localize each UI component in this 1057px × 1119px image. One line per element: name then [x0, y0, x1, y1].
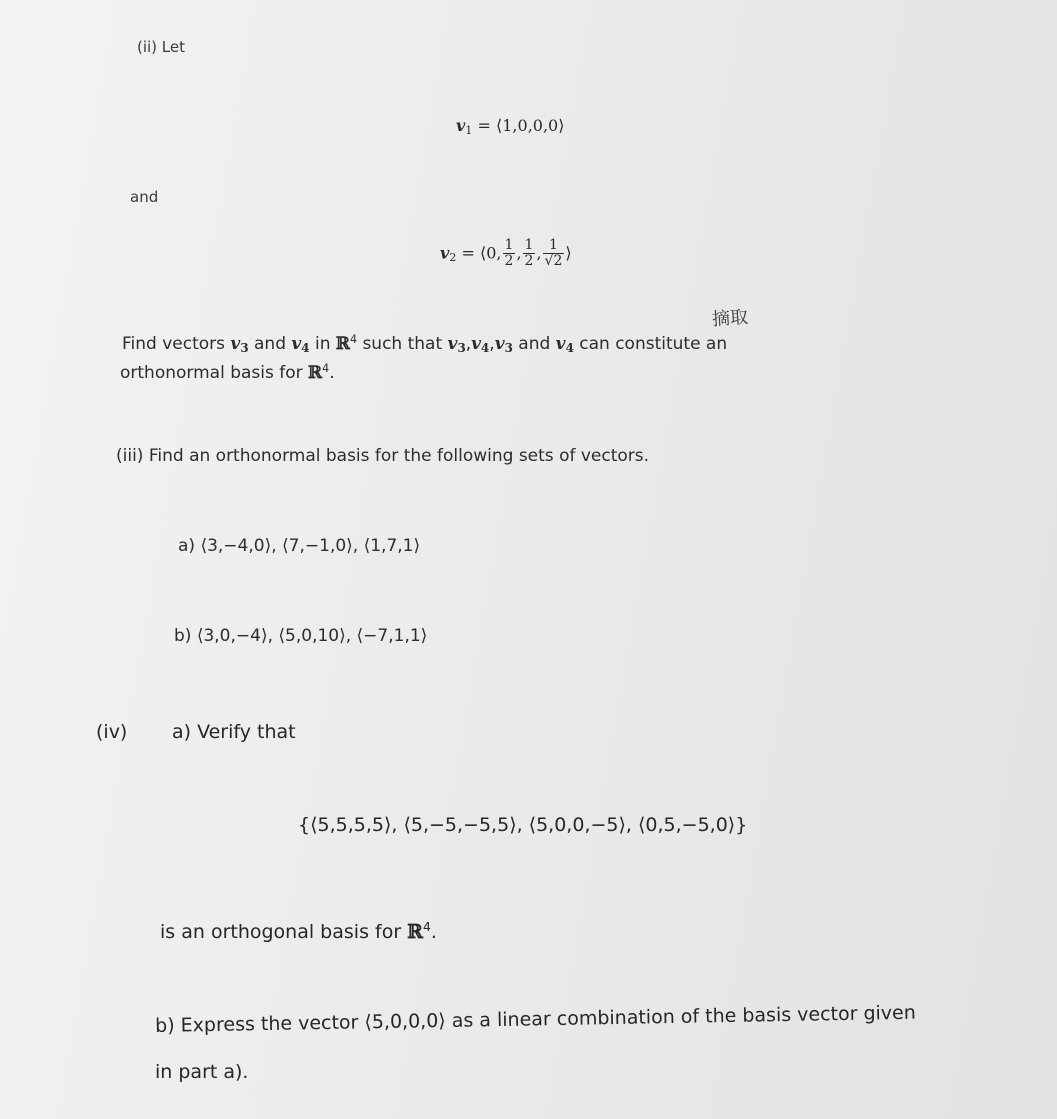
- part-iv-b-line2: in part a).: [155, 1061, 249, 1083]
- fraction: [523, 238, 536, 270]
- subscript: 3: [504, 341, 513, 356]
- v4-symbol: v: [555, 334, 566, 355]
- v2-equation: $v_2$ = ⟨0, $\frac{1}{2}$ , $\frac{1}{2}$ , $\frac{1}{√2}$ ⟩: [440, 237, 572, 270]
- text: Find vectors: [122, 334, 231, 355]
- v3-symbol: v: [230, 334, 241, 355]
- subscript: 3: [457, 341, 466, 356]
- v4-symbol: v: [291, 334, 302, 355]
- v1-subscript: 1: [465, 123, 473, 137]
- subscript: 3: [240, 341, 249, 356]
- fraction-denominator: 2: [504, 253, 514, 270]
- exponent: 4: [422, 920, 431, 934]
- text: .: [430, 920, 437, 943]
- text: and: [512, 334, 556, 355]
- part-iii-a: a) ⟨3,−4,0⟩, ⟨7,−1,0⟩, ⟨1,7,1⟩: [178, 536, 421, 556]
- subscript: 4: [301, 341, 310, 356]
- v2-prefix: = ⟨0,: [461, 243, 502, 263]
- orthogonal-basis-line: [160, 920, 437, 943]
- part-iii-b: b) ⟨3,0,−4⟩, ⟨5,0,10⟩, ⟨−7,1,1⟩: [174, 626, 428, 646]
- find-vectors-line1: Find vectors $v_3$ and $v_4$ in ℝ$^4$ such that $v_3,v_4,v_3$ and $v_4$ can constitute an: [122, 333, 728, 356]
- v2-suffix: ⟩: [565, 243, 572, 263]
- v2-symbol: v: [440, 243, 450, 263]
- and-word: and: [130, 188, 159, 206]
- part-iii-title: (iii) Find an orthonormal basis for the following sets of vectors.: [116, 446, 650, 466]
- fraction-denominator: 2: [524, 253, 534, 270]
- fraction: [543, 238, 565, 270]
- fraction-denominator: √2: [544, 253, 563, 270]
- stamp-mark: 摘取: [711, 306, 749, 331]
- exponent: 4: [350, 333, 358, 346]
- v-symbol: v: [447, 334, 458, 355]
- text: orthonormal basis for: [120, 363, 309, 384]
- text: is an orthogonal basis for: [160, 920, 408, 943]
- v1-value: = ⟨1,0,0,0⟩: [477, 116, 565, 135]
- text: and: [248, 334, 292, 355]
- part-iv-b-line1: b) Express the vector ⟨5,0,0,0⟩ as a linear combination of the basis vector given: [155, 1001, 916, 1037]
- v-symbol: v: [471, 334, 482, 355]
- real-numbers-symbol: ℝ: [335, 334, 351, 355]
- subscript: 4: [481, 341, 490, 356]
- real-numbers-symbol: ℝ: [407, 920, 423, 943]
- v1-equation: [456, 116, 564, 137]
- fraction-numerator: 1: [549, 237, 558, 253]
- v1-symbol: v: [456, 116, 466, 135]
- v-symbol: v: [494, 334, 505, 355]
- basis-set: {⟨5,5,5,5⟩, ⟨5,−5,−5,5⟩, ⟨5,0,0,−5⟩, ⟨0,5,−5,0⟩}: [298, 814, 748, 836]
- find-vectors-line2: [120, 362, 335, 383]
- text: .: [329, 363, 335, 384]
- fraction: [503, 238, 516, 270]
- fraction-numerator: 1: [524, 237, 534, 253]
- text: can constitute an: [573, 334, 728, 355]
- part-ii-label: (ii) Let: [137, 38, 186, 56]
- part-iv-a: a) Verify that: [172, 721, 296, 743]
- part-iv-label: (iv): [96, 721, 128, 743]
- exponent: 4: [322, 362, 330, 375]
- v2-subscript: 2: [449, 251, 457, 265]
- real-numbers-symbol: ℝ: [308, 363, 323, 384]
- text: in: [309, 334, 336, 355]
- fraction-numerator: 1: [504, 237, 514, 253]
- text: such that: [357, 334, 448, 355]
- subscript: 4: [565, 341, 574, 356]
